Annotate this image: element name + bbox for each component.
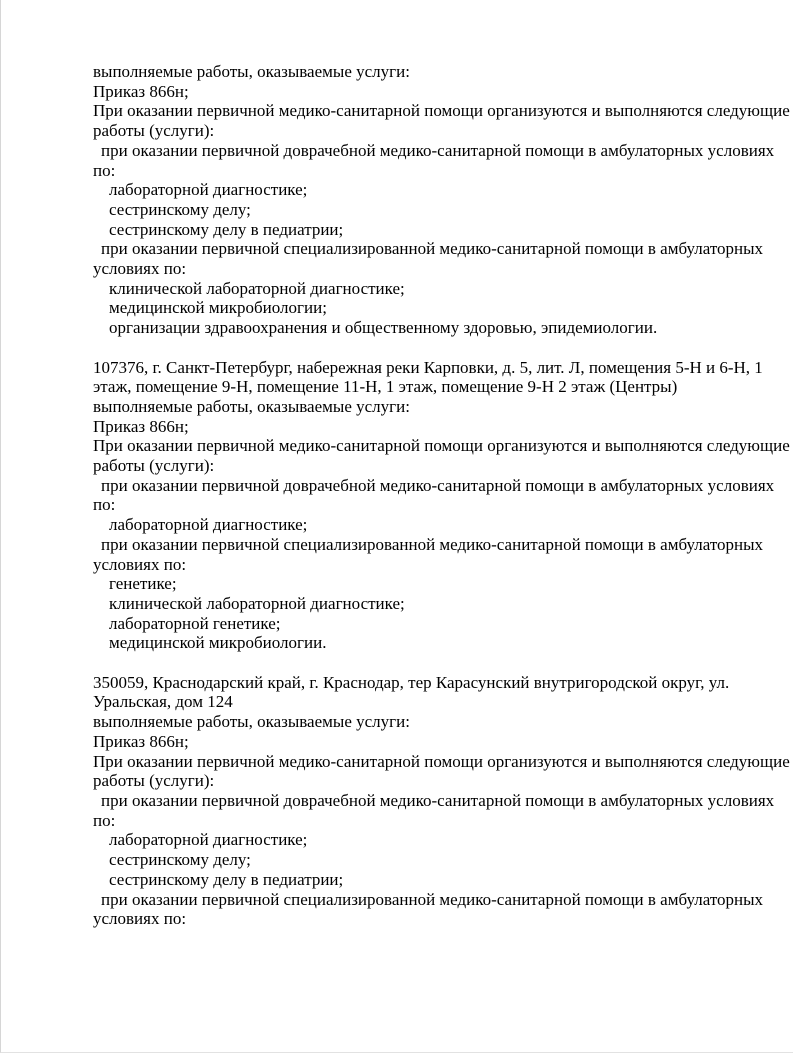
text-line: лабораторной диагностике; <box>109 515 308 535</box>
text-line: сестринскому делу в педиатрии; <box>109 869 344 889</box>
text-line: Приказ 866н; <box>93 416 189 436</box>
text-line: При оказании первичной медико-санитарной помощи организуются и выполняются следующие <box>93 436 790 456</box>
text-line: при оказании первичной специализированной медико-санитарной помощи в амбулаторных <box>101 534 764 554</box>
text-line: Приказ 866н; <box>93 731 189 751</box>
text-line: организации здравоохранения и общественному здоровью, эпидемиологии. <box>109 318 658 338</box>
license-block <box>93 672 790 929</box>
text-line: сестринскому делу; <box>109 850 251 870</box>
text-line: При оказании первичной медико-санитарной помощи организуются и выполняются следующие <box>93 101 790 121</box>
text-line: Уральская, дом 124 <box>93 692 233 712</box>
text-line: генетике; <box>109 574 177 594</box>
text-line: условиях по: <box>93 554 187 574</box>
license-block <box>93 62 790 338</box>
text-line: по: <box>93 495 116 515</box>
text-line: работы (услуги): <box>93 121 215 141</box>
text-line: медицинской микробиологии; <box>109 298 327 318</box>
text-line: медицинской микробиологии. <box>109 633 327 653</box>
text-line: по: <box>93 160 116 180</box>
text-line: условиях по: <box>93 909 187 929</box>
text-line: при оказании первичной доврачебной медико-санитарной помощи в амбулаторных условиях <box>101 790 775 810</box>
text-line: при оказании первичной специализированной медико-санитарной помощи в амбулаторных <box>101 889 764 909</box>
text-line: при оказании первичной специализированной медико-санитарной помощи в амбулаторных <box>101 239 764 259</box>
text-line: 350059, Краснодарский край, г. Краснодар, тер Карасунский внутригородской округ, ул. <box>93 672 730 692</box>
text-line: работы (услуги): <box>93 771 215 791</box>
text-line: при оказании первичной доврачебной медико-санитарной помощи в амбулаторных условиях <box>101 475 775 495</box>
text-line: лабораторной диагностике; <box>109 830 308 850</box>
text-line: этаж, помещение 9-Н, помещение 11-Н, 1 этаж, помещение 9-Н 2 этаж (Центры) <box>93 377 678 397</box>
text-line: при оказании первичной доврачебной медико-санитарной помощи в амбулаторных условиях <box>101 140 775 160</box>
text-line: 107376, г. Санкт-Петербург, набережная реки Карповки, д. 5, лит. Л, помещения 5-Н и 6-Н, 1 <box>93 357 763 377</box>
text-line: Приказ 866н; <box>93 81 189 101</box>
text-line: работы (услуги): <box>93 456 215 476</box>
license-text <box>1 0 793 929</box>
text-line: При оказании первичной медико-санитарной помощи организуются и выполняются следующие <box>93 751 790 771</box>
text-line: клинической лабораторной диагностике; <box>109 278 405 298</box>
text-line: клинической лабораторной диагностике; <box>109 593 405 613</box>
text-line: по: <box>93 810 116 830</box>
text-line: выполняемые работы, оказываемые услуги: <box>93 62 410 81</box>
license-block <box>93 357 790 654</box>
text-line: сестринскому делу; <box>109 199 251 219</box>
text-line: лабораторной генетике; <box>109 613 281 633</box>
text-line: выполняемые работы, оказываемые услуги: <box>93 396 410 416</box>
text-line: сестринскому делу в педиатрии; <box>109 219 344 239</box>
text-line: лабораторной диагностике; <box>109 180 308 200</box>
text-line: выполняемые работы, оказываемые услуги: <box>93 712 410 732</box>
text-line: условиях по: <box>93 259 187 279</box>
